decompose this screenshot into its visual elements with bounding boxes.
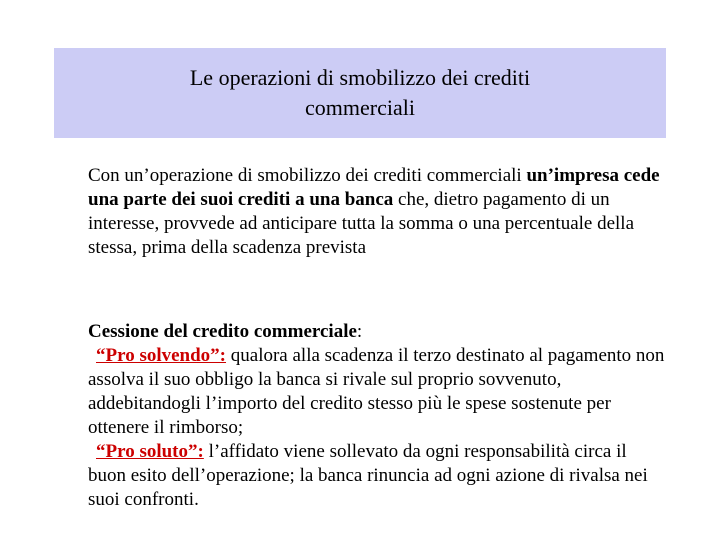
pro-solvendo-text: qualora alla scadenza il terzo destinato al pagamento non assolva il suo obbligo la banca si rivale sul proprio sovvenuto, addebitandogli l’importo del credito stesso più le spese sostenute per ottenere il rimborso; [88,345,665,438]
intro-paragraph [88,164,668,260]
cessione-heading: Cessione del credito commerciale [88,321,357,342]
slide-title-line2: commerciali [305,95,415,120]
pro-soluto-label: “Pro soluto”: [96,441,204,462]
pro-soluto-text: l’affidato viene sollevato da ogni responsabilità circa il buon esito dell’operazione; la banca rinuncia ad ogni azione di rivalsa nei suoi confronti. [88,441,648,510]
cessione-heading-colon: : [356,321,363,342]
title-banner [54,48,666,138]
pro-solvendo-indent [88,345,96,366]
slide-title-line1: Le operazioni di smobilizzo dei crediti [189,65,531,90]
cessione-paragraph [88,320,668,512]
intro-lead-text: Con un’operazione di smobilizzo dei crediti commerciali [88,165,527,186]
slide-title [190,63,530,123]
intro-bold-text: un’impresa cede una parte dei suoi crediti a una banca [88,165,660,210]
pro-solvendo-label: “Pro solvendo”: [96,345,227,366]
intro-rest-text: che, dietro pagamento di un interesse, provvede ad anticipare tutta la somma o una percentuale della stessa, prima della scadenza prevista [88,189,635,258]
pro-soluto-indent [88,441,96,462]
